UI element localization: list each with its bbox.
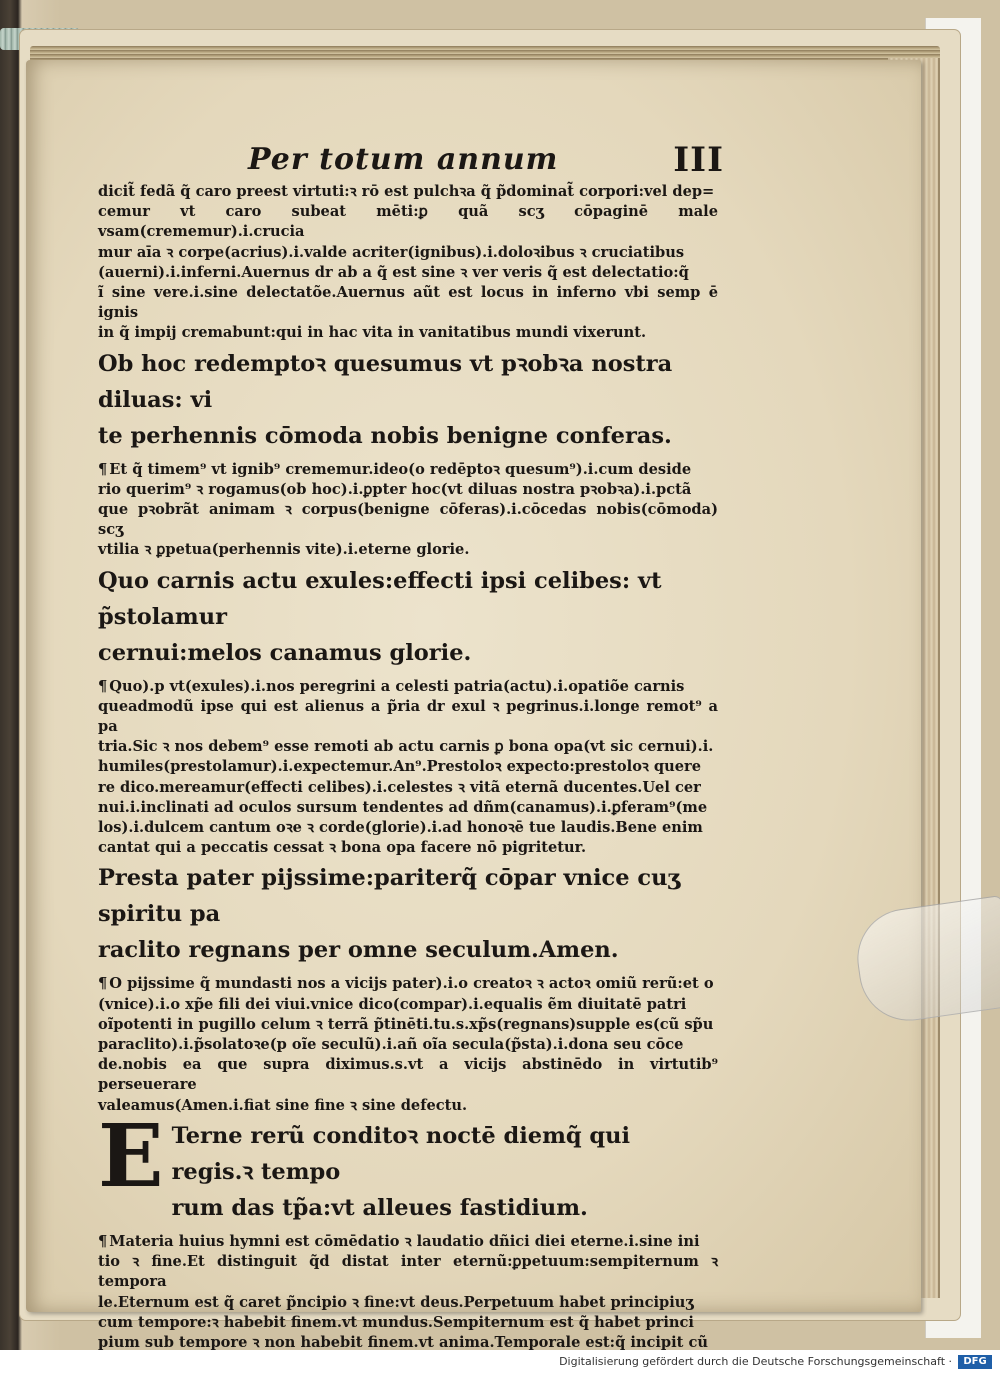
gloss-line [98, 818, 718, 838]
line-text: le.Eternum est q̃ caret p̃ncipio ꝛ fine:vt deus.Perpetuum habet principiuʒ [98, 1293, 694, 1311]
gloss-line [98, 757, 718, 777]
gloss-line [98, 283, 718, 323]
line-text: de.nobis ea que supra diximus.s.vt a vicijs abstinēdo in virtutib⁹ perseuerare [98, 1056, 718, 1094]
line-text: humiles(prestolamur).i.expectemur.An⁹.Prestoloꝛ expecto:prestoloꝛ quere [98, 758, 702, 776]
line-text: Terne rerũ conditoꝛ noctē diemq̃ qui regis.ꝛ tempo [171, 1122, 631, 1185]
line-text: raclito regnans per omne seculum.Amen. [98, 937, 619, 964]
line-text: que pꝛobrãt animam ꝛ corpus(benigne cōferas).i.cōcedas nobis(cōmoda) scʒ [98, 501, 718, 539]
line-text: oĩpotenti in pugillo celum ꝛ terrã p̃tinēti.tu.s.xp̃s(regnans)supple es(cũ sp̃u [98, 1015, 714, 1033]
line-text: mur aīa ꝛ corpe(acrius).i.valde acriter(ignibus).i.doloꝛibus ꝛ cruciatibus [98, 243, 685, 261]
line-text: Et q̃ timem⁹ vt ignib⁹ crememur.ideo(o redēptoꝛ quesum⁹).i.cum deside [109, 460, 692, 478]
gloss-line [98, 737, 718, 757]
gloss-line [98, 500, 718, 540]
line-text: queadmodũ ipse qui est alienus a p̃ria dr exul ꝛ pegrinus.i.longe remot⁹ a pa [98, 697, 718, 736]
footer-bar [0, 1350, 1000, 1374]
line-text: cemur vt caro subeat mēti:ꝑ quã scʒ cōpaginē male vsam(crememur).i.crucia [98, 203, 718, 241]
gloss-line [98, 974, 718, 994]
line-text: pium sub tempore ꝛ non habebit finem.vt anima.Temporale est:q̃ incipit cũ [98, 1333, 708, 1350]
hymn-line [98, 635, 718, 671]
pilcrow-icon: ¶ [98, 677, 108, 695]
gloss-paragraph [98, 677, 718, 859]
line-text: O pijssime q̃ mundasti nos a vicijs pater).i.o creatoꝛ ꝛ actoꝛ omiũ rerũ:et o [109, 975, 714, 993]
gloss-line [98, 798, 718, 818]
gloss-line [98, 202, 718, 242]
line-text: los).i.dulcem cantum oꝛe ꝛ corde(glorie).i.ad honoꝛē tue laudis.Bene enim [98, 819, 703, 837]
line-text: in q̃ impij cremabunt:qui in hac vita in vanitatibus mundi vixerunt. [98, 324, 647, 342]
hymn-line [98, 563, 718, 635]
hymn-line [98, 932, 718, 968]
pilcrow-icon: ¶ [98, 460, 108, 478]
line-text: re dico.mereamur(effecti celibes).i.celestes ꝛ vitã eternã ducentes.Uel cer [98, 778, 701, 796]
dfg-logo: DFG [958, 1355, 992, 1369]
hymn-line [98, 418, 718, 454]
line-text: rio querim⁹ ꝛ rogamus(ob hoc).i.ꝑpter hoc(vt diluas nostra pꝛobꝛa).i.pctã [98, 480, 692, 498]
line-text: tria.Sic ꝛ nos debem⁹ esse remoti ab actu carnis ꝑ bona opa(vt sic cernui).i. [98, 738, 714, 756]
gloss-line [98, 182, 718, 202]
line-text: Quo).p vt(exules).i.nos peregrini a celesti patria(actu).i.opatiõe carnis [109, 677, 685, 695]
folio-number: III [673, 140, 724, 180]
running-head [98, 140, 724, 182]
line-text: te perhennis cōmoda nobis benigne conferas. [98, 422, 672, 449]
gloss-paragraph [98, 182, 718, 344]
pilcrow-icon: ¶ [98, 975, 108, 993]
gloss-line [98, 540, 718, 560]
gloss-line [98, 838, 718, 858]
hymn-line [98, 860, 718, 932]
hymn-stanza [98, 563, 718, 671]
decorated-initial: E [98, 1105, 164, 1207]
line-text: Materia huius hymni est cōmēdatio ꝛ laudatio dñici diei eterne.i.sine ini [109, 1232, 700, 1250]
line-text: paraclito).i.p̃solatoꝛe(p oĩe seculũ).i.añ oĩa secula(p̃sta).i.dona seu cōce [98, 1036, 684, 1054]
gloss-line [98, 263, 718, 283]
gloss-line [98, 697, 718, 737]
line-text: Ob hoc redemptoꝛ quesumus vt pꝛobꝛa nostra diluas: vi [98, 350, 673, 413]
pilcrow-icon: ¶ [98, 1232, 108, 1250]
page-text [98, 140, 724, 1350]
gloss-line [98, 1035, 718, 1055]
gloss-line [98, 1252, 718, 1292]
gloss-line [98, 1313, 718, 1333]
gloss-line [98, 480, 718, 500]
gloss-line [98, 1232, 718, 1252]
gloss-line [98, 1293, 718, 1313]
line-text: tio ꝛ fine.Et distinguit q̃d distat inter eternũ:ꝑpetuum:sempiternum ꝛ tempora [98, 1253, 718, 1291]
gloss-paragraph [98, 460, 718, 561]
line-text: rum das tp̃a:vt alleues fastidium. [171, 1194, 588, 1221]
line-text: valeamus(Amen.i.fiat sine fine ꝛ sine defectu. [98, 1096, 468, 1114]
gloss-line [98, 1055, 718, 1095]
hymn-stanza [98, 346, 718, 454]
text-blocks [98, 182, 718, 1350]
line-text: Presta pater pijssime:pariterq̃ cōpar vnice cuʒ spiritu pa [98, 865, 681, 928]
gloss-line [98, 460, 718, 480]
line-text: (vnice).i.o xp̃e fili dei viui.vnice dico(compar).i.equalis ẽm diuitatē patri [98, 995, 687, 1013]
gloss-line [98, 995, 718, 1015]
gloss-line [98, 243, 718, 263]
funding-credit: Digitalisierung gefördert durch die Deutsche Forschungsgemeinschaft · [559, 1355, 952, 1368]
gloss-line [98, 1096, 718, 1116]
line-text: (auerni).i.inferni.Auernus dr ab a q̃ est sine ꝛ ver veris q̃ est delectatio:q̃ [98, 263, 689, 281]
line-text: nui.i.inclinati ad oculos sursum tendentes ad dñm(canamus).i.ꝑferam⁹(me [98, 798, 708, 816]
gloss-paragraph [98, 1232, 718, 1350]
gloss-paragraph [98, 974, 718, 1115]
line-text: vtilia ꝛ ꝑpetua(perhennis vite).i.eterne glorie. [98, 541, 470, 559]
line-text: cernui:melos canamus glorie. [98, 639, 472, 666]
running-title: Per totum annum [248, 142, 559, 177]
line-text: cantat qui a peccatis cessat ꝛ bona opa facere nō pigritetur. [98, 839, 587, 857]
line-text: ĩ sine vere.i.sine delectatõe.Auernus aũt est locus in inferno vbi semp ē ignis [98, 284, 718, 322]
line-text: cum tempore:ꝛ habebit finem.vt mundus.Sempiternum est q̃ habet princi [98, 1313, 694, 1331]
gloss-line [98, 677, 718, 697]
gloss-line [98, 1015, 718, 1035]
gloss-line [98, 1333, 718, 1350]
gloss-line [98, 778, 718, 798]
hymn-line [98, 346, 718, 418]
hymn-line [98, 1190, 718, 1226]
line-text: dicit̃ fedã q̃ caro preest virtuti:ꝛ rō est pulchꝛa q̃ p̃dominat̃ corpori:vel dep= [98, 183, 715, 200]
hymn-stanza [98, 860, 718, 968]
line-text: Quo carnis actu exules:effecti ipsi celibes: vt p̃stolamur [98, 567, 662, 630]
gloss-line [98, 323, 718, 343]
